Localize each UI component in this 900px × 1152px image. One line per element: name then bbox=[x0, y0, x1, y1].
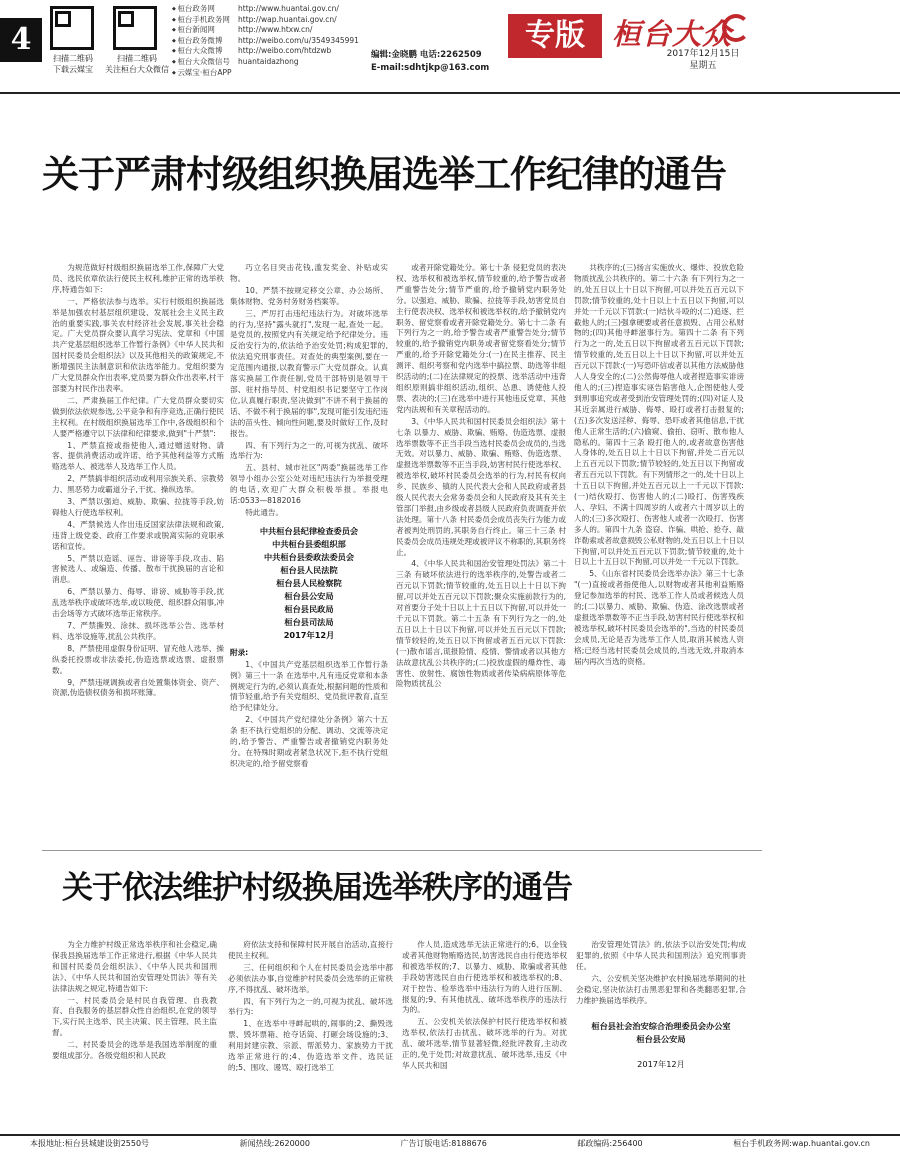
article1-column-3: 或者开除党籍处分。第七十条 侵犯党员的表决权、选举权和被选举权,情节较重的,给予警告或者严重警告处分;情节严重的,给予撤销党内职务处分。以强迫、威胁、欺骗、拉拢等手段,妨害党员自主行使表决权、选举权和被选举权的,给予撤销党内职务、留党察看或者开除党籍处分。第七十二条 有下列行为之一的,给予警告或者严重警告处分;情节较重的,给予撤销党内职务或者留党察看处分;情节严重的,给予开除党籍处分:(一)在民主推荐、民主测评、组织考察和党内选举中搞拉票、助选等非组织活动的;(二)在法律规定的投票、选举活动中违背组织原则搞非组织活动,组织、怂恿、诱使他人投票、表决的;(三)在选举中进行其他违反党章、其他党内法规和有关章程活动的。 3、《中华人民共和国村民委员会组织法》第十七条 以暴力、威胁、欺骗、贿赂、伪造选票、虚报选举票数等不正当手段当选村民委员会成员的,当选无效。对以暴力、威胁、欺骗、贿赂、伪造选票、虚报选举票数等不正当手段,妨害村民行使选举权、被选举权,破坏村民委员会选举的行为,村民有权向乡、民族乡、镇的人民代表大会和人民政府或者县级人民代表大会常务委员会和人民政府及其有关主管部门举报,由乡级或者县级人民政府负责调查并依法处理。第十八条 村民委员会成员丧失行为能力或者被判处刑罚的,其职务自行终止。第三十三条 村民委员会成员违规处理或被评议不称职的,其职务终止。 4、《中华人民共和国治安管理处罚法》第二十三条 有破坏依法进行的选举秩序的,处警告或者二百元以下罚款;情节较重的,处五日以上十日以下拘留,可以并处五百元以下罚款;聚众实施前款行为的,对首要分子处十日以上十五日以下拘留,可以并处一千元以下罚款。第二十五条 有下列行为之一的,处五日以上十日以下拘留,可以并处五百元以下罚款;情节较轻的,处五日以下拘留或者五百元以下罚款:(一)散布谣言,谎报险情、疫情、警情或者以其他方法故意扰乱公共秩序的;(二)投放虚假的爆炸性、毒害性、放射性、腐蚀性物质或者传染病病原体等危险物质扰乱公 bbox=[396, 263, 566, 689]
qr-caption: 扫描二维码 关注桓台大众微信 bbox=[105, 54, 169, 74]
footer-ad-phone: 广告订版电话:8188676 bbox=[400, 1139, 487, 1148]
page-number: 4 bbox=[0, 18, 42, 62]
link-row: ◆ 桓台政务微博 http://weibo.com/u/3549345991 bbox=[172, 36, 359, 47]
qr-code-app[interactable] bbox=[50, 6, 94, 50]
link-url[interactable]: http://wap.huantai.gov.cn/ bbox=[238, 14, 337, 24]
link-url: huantaidazhong bbox=[238, 57, 299, 67]
article2-column-2: 府依法支持和保障村民开展自治活动,直接行使民主权利。 三、任何组织和个人在村民委员会选举中都必须依法办事,自觉维护村民委员会选举的正常秩序,不得扰乱、破坏选举。 四、有下列行为之一的,可视为扰乱、破坏选举行为: 1、在选举中寻衅起哄的,闹事的;2、撕毁选票、毁坏票箱、抢夺话筒、打砸会场设施的;3、利用封建宗教、宗派、帮派势力、家族势力干扰选举正常进行的;4、伪造选举文件、选民证的;5、围攻、谩骂、殴打选举工 bbox=[228, 940, 393, 1072]
brand-masthead: 桓台大众 bbox=[612, 17, 733, 51]
footer-mobile-site[interactable]: 桓台手机政务网:wap.huantai.gov.cn bbox=[733, 1139, 870, 1148]
article2-column-4: 治安管理处罚法》的,依法予以治安处罚;构成犯罪的,依照《中华人民共和国刑法》追究刑事责任。 六、公安机关坚决维护农村换届选举期间的社会稳定,坚决依法打击黑恶犯罪和各类翻恶犯罪,合力维护换届选举秩序。 桓台县社会治安综合治理委员会办公室 桓台县公安局 2017年12月 bbox=[576, 940, 746, 1070]
footer-postcode: 邮政编码:256400 bbox=[577, 1139, 643, 1148]
brand-logo-icon bbox=[722, 14, 750, 42]
editor-info bbox=[371, 49, 489, 75]
article1-column-4: 共秩序的;(三)扬言实施放火、爆炸、投放危险物质扰乱公共秩序的。第二十六条 有下列行为之一的,处五日以上十日以下拘留,可以并处五百元以下罚款;情节较重的,处十日以上十五日以下拘留,可以并处一千元以下罚款:(一)结伙斗殴的;(二)追逐、拦截他人的;(三)强拿硬要或者任意损毁、占用公私财物的;(四)其他寻衅滋事行为。第四十二条 有下列行为之一的,处五日以下拘留或者五百元以下罚款;情节较重的,处五日以上十日以下拘留,可以并处五百元以下罚款:(一)写恐吓信或者以其他方法威胁他人人身安全的;(二)公然侮辱他人或者捏造事实诽谤他人的;(三)捏造事实诬告陷害他人,企图使他人受到刑事追究或者受到治安管理处罚的;(四)对证人及其近亲属进行威胁、侮辱、殴打或者打击报复的;(五)多次发送淫秽、侮辱、恐吓或者其他信息,干扰他人正常生活的;(六)偷窥、偷拍、窃听、散布他人隐私的。第四十三条 殴打他人的,或者故意伤害他人身体的,处五日以上十日以下拘留,并处二百元以上五百元以下罚款;情节较轻的,处五日以下拘留或者五百元以下罚款。有下列情形之一的,处十日以上十五日以下拘留,并处五百元以上一千元以下罚款:(一)结伙殴打、伤害他人的;(二)殴打、伤害残疾人、孕妇、不满十四周岁的人或者六十周岁以上的人的;(三)多次殴打、伤害他人或者一次殴打、伤害多人的。第四十九条 盗窃、诈骗、哄抢、抢夺、敲诈勒索或者故意损毁公私财物的,处五日以上十日以下拘留,可以并处五百元以下罚款;情节较重的,处十日以上十五日以下拘留,可以并处一千元以下罚款。 5、《山东省村民委员会选举办法》第三十七条 "(一)直接或者指使他人,以财物或者其他利益贿赂登记参加选举的村民、选举工作人员或者候选人员的;(二)以暴力、威胁、欺骗、伪造、涂改选票或者虚报选举票数等不正当手段,妨害村民行使选举权和被选举权,破坏村民委员会选举的",当选的村民委员会成员,无论是否为选举工作人员,取消其候选人资格;已经当选村民委员会成员的,当选无效,并取消本届内再次当选的资格。 bbox=[574, 263, 744, 666]
link-row: ◆ 桓台新闻网 http://www.htxw.cn/ bbox=[172, 25, 359, 36]
link-row: ◆ 桓台政务网 http://www.huantai.gov.cn/ bbox=[172, 4, 359, 15]
qr-caption: 扫描二维码 下载云媒宝 bbox=[53, 54, 93, 74]
email-line[interactable]: E-mail:sdhtjkp@163.com bbox=[371, 63, 490, 73]
link-url[interactable]: http://www.htxw.cn/ bbox=[238, 25, 313, 35]
article2-date: 2017年12月 bbox=[637, 1059, 685, 1070]
footer-news-phone: 新闻热线:2620000 bbox=[239, 1139, 310, 1148]
link-row: ◆ 云媒宝·桓台APP bbox=[172, 68, 359, 79]
article1-column-1: 为规范做好村级组织换届选举工作,保障广大党员、选民依章依法行使民主权利,维护正常的选举秩序,特通告如下: 一、严格依法参与选举。实行村级组织换届选举是加强农村基层组织建设、发展社会主义民主政治的重要实践,事关农村经济社会发展,事关社会稳定。广大党员群众要认真学习宪法、党章和《中国共产党基层组织选举工作暂行条例》《中华人民共和国村民委员会组织法》以及其他相关的政策规定,不断增强民主法制意识和依法选举能力。党组织要为广大党员群众作出表率,党员要为群众作出表率,村干部要为村民作出表率。 二、严肃换届工作纪律。广大党员群众要切实做到依法依规参选,公平竞争和有序竞选,正确行使民主权利。在村级组织换届选举工作中,各级组织和个人要严格遵守以下法律和纪律要求,做到"十严禁": 1、严禁直接或指使他人,通过赠送财物、请客、提供消费活动或许诺、给予其他利益等方式贿赂选举人、被选举人及选举工作人员。 2、严禁搞非组织活动或利用宗族关系、宗教势力、黑恶势力或霸道分子,干扰、操纵选举。 3、严禁以强迫、威胁、欺骗、拉拢等手段,妨碍他人行使选举权利。 4、严禁候选人作出违反国家法律法规和政策,违背上级党委、政府工作要求或脱离实际的竞职承诺和宣传。 5、严禁以造谣、诬告、诽谤等手段,攻击、陷害候选人、或编造、传播、散布干扰换届的言论和消息。 6、严禁以暴力、侮辱、诽谤、威胁等手段,扰乱选举秩序或破坏选举,或以唆使、组织群众闹事,冲击会场等方式破坏选举正常秩序。 7、严禁撕毁、涂抹、损坏选举公告、选举材料、选举设施等,扰乱公共秩序。 8、严禁使用虚假身份证明、冒充他人选举、操纵委托投票或非法委托,伪造选票或选票、虚报票数。 9、严禁违规调换或者自处置集体资金、资产、资源,伪造债权债务和损坏账簿。 bbox=[52, 263, 224, 698]
article1-signers: 中共桓台县纪律检查委员会 中共桓台县委组织部 中共桓台县委政法委员会 桓台县人民法院 桓台县人民检察院 桓台县公安局 桓台县民政局 桓台县司法局 2017年12月 bbox=[259, 525, 359, 640]
header-divider bbox=[0, 92, 900, 94]
page-footer bbox=[0, 1134, 900, 1152]
link-url[interactable]: http://weibo.com/u/3549345991 bbox=[238, 35, 359, 45]
article-divider bbox=[42, 850, 762, 851]
article2-column-3: 作人员,造成选举无法正常进行的;6、以金钱或者其他财物贿赂选民,妨害选民自由行使选举权和被选举权的;7、以暴力、威胁、欺骗或者其他手段妨害选民自由行使选举权和被选举权的;8、对于控告、检举选举中违法行为的人进行压制、报复的;9、有其他扰乱、破坏选举秩序的违法行为的。 五、公安机关依法保护村民行使选举权和被选举权,依法打击扰乱、破坏选举的行为。对扰乱、破坏选举,情节显著轻微,经批评教育,主动改正的,免于处罚;对故意扰乱、破坏选举,违反《中华人民共和国 bbox=[402, 940, 567, 1070]
article2-title: 关于依法维护村级换届选举秩序的通告 bbox=[62, 870, 572, 906]
qr-code-wechat[interactable] bbox=[113, 6, 157, 50]
section-tag: 专版 bbox=[508, 14, 602, 58]
article2-signers: 桓台县社会治安综合治理委员会办公室 桓台县公安局 bbox=[591, 1021, 731, 1045]
article1-column-2: 巧立名目突击花钱,滥发奖金、补贴或实物。 10、严禁不按规定移交公章、办公场所、集体财物、党务村务财务档案等。 三、严厉打击违纪违法行为。对破坏选举的行为,坚持"露头就打",发现一起,查处一起。是党员的,按照党内有关规定给予纪律处分。违反治安行为的,依法给予治安处罚;构成犯罪的,依法追究刑事责任。对查处的典型案例,要在一定范围内通报,以教育警示广大党员群众。认真落实换届工作责任制,党员干部特别是领导干部、驻村指导员、村党组织书记要坚守工作岗位,认真履行职责,坚决做到"不讲不利于换届的话、不做不利于换届的事",发现可能引发违纪违法的苗头性、倾向性问题,要及时做好工作,及时报告。 四、有下列行为之一的,可视为扰乱、破坏选举行为: 五、县村、城市社区"两委"换届选举工作领导小组办公室公处对违纪违法行为举报受理的电话,欢迎广大群众积极举报。举报电话:0533—8182016 特此通告。 中共桓台县纪律检查委员会 中共桓台县委组织部 中共桓台县委政法委员会 桓台县人民法院 桓台县人民检察院 桓台县公安局 桓台县民政局 桓台县司法局 2017年12月 附录: 1、《中国共产党基层组织选举工作暂行条例》第三十一条 在选举中,凡有违反党章和本条例规定行为的,必须认真查处,根据问题的性质和情节轻重,给予有关党组织、党员批评教育,直至给予纪律处分。 2、《中国共产党纪律处分条例》第六十五条 拒不执行党组织的分配、调动、交流等决定的,给予警告、严重警告或者撤销党内职务处分。在特殊时期或者紧急状况下,拒不执行党组织决定的,给予留党察看 bbox=[230, 263, 388, 768]
article1-title: 关于严肃村级组织换届选举工作纪律的通告 bbox=[42, 152, 726, 196]
link-url[interactable]: http://www.huantai.gov.cn/ bbox=[238, 4, 339, 13]
header-links bbox=[172, 4, 359, 78]
issue-date: 2017年12月15日 星期五 bbox=[666, 49, 740, 71]
link-url[interactable]: http://weibo.com/htdzwb bbox=[238, 46, 332, 56]
link-row: ◆ 桓台大众微博 http://weibo.com/htdzwb bbox=[172, 46, 359, 57]
link-row: ◆ 桓台大众微信号 huantaidazhong bbox=[172, 57, 359, 68]
footer-address: 本报地址:桓台县城建设街2550号 bbox=[30, 1139, 150, 1148]
link-row: ◆ 桓台手机政务网 http://wap.huantai.gov.cn/ bbox=[172, 15, 359, 26]
editor-line: 编辑:金晓鹏 电话:2262509 bbox=[371, 50, 482, 60]
article2-column-1: 为全力维护村级正常选举秩序和社会稳定,确保我县换届选举工作正常进行,根据《中华人民共和国村民委员会组织法》、《中华人民共和国刑法》、《中华人民共和国治安管理处罚法》等有关法律法规之规定,特通告如下: 一、村民委员会是村民自我管理、自我教育、自我服务的基层群众性自治组织,在党的领导下,实行民主选举、民主决策、民主管理、民主监督。 二、村民委员会的选举是我国选举制度的重要组成部分。各级党组织和人民政 bbox=[52, 940, 217, 1061]
